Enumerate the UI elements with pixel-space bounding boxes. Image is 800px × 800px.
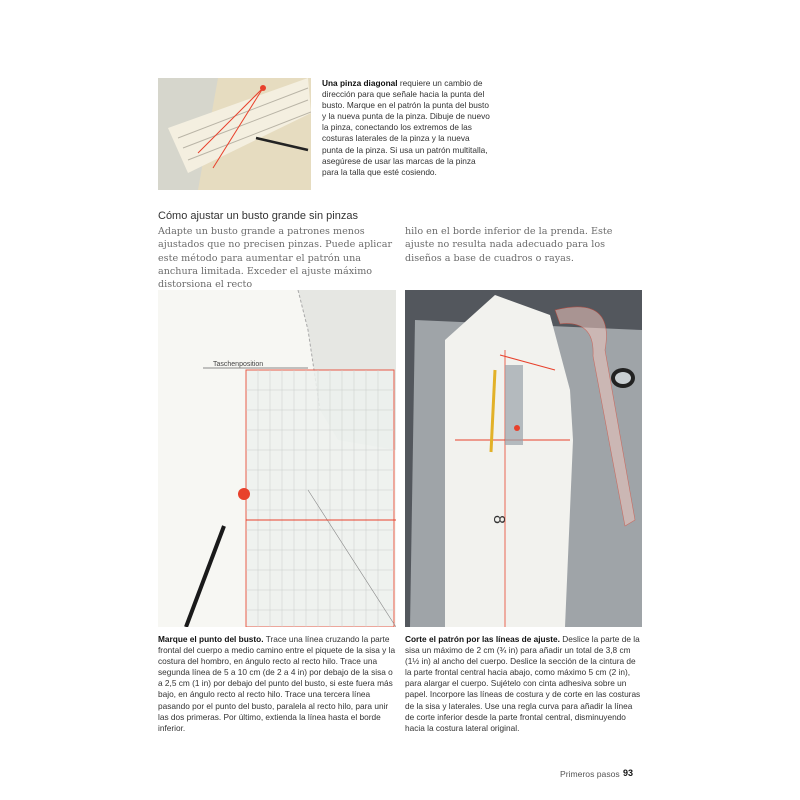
caption-left [158, 634, 396, 734]
top-caption [322, 78, 490, 178]
bust-point-photo [158, 290, 396, 627]
pattern-cut-photo [405, 290, 642, 627]
page-number: 93 [623, 768, 634, 778]
top-caption-text: requiere un cambio de dirección para que señale hacia la punta del busto. Marque en el patrón la punta del busto y la nueva punta de la pinza. Dibuje de nuevo la pinza, conectando los extremos de las costuras laterales de la pinza y la nueva punta de la pinza. Si usa un patrón multitalla, asegúrese de usar las marcas de la pinza para la talla que esté cosiendo. [322, 78, 490, 177]
top-caption-lead: Una pinza diagonal [322, 78, 398, 88]
diagonal-dart-photo [158, 78, 311, 190]
tape-roll-icon [611, 368, 635, 388]
caption-right [405, 634, 642, 734]
ruler-icon [246, 370, 396, 627]
bust-point-marker [238, 488, 250, 500]
pattern-label: Taschenposition [213, 361, 264, 368]
caption-right-lead: Corte el patrón por las líneas de ajuste. [405, 634, 560, 644]
body-text-right: hilo en el borde inferior de la prenda. Este ajuste no resulta nada adecuado para los diseños a base de cuadros o rayas. [405, 226, 613, 264]
caption-right-text: Deslice la parte de la sisa un máximo de 2 cm (¾ in) para añadir un total de 3,8 cm (1½ in) al ancho del cuerpo. Deslice la sección de la cintura de la parte frontal central hacia abajo, como máximo 5 cm (2 in), para alargar el cuerpo. Sujételo con cinta adhesiva sobre un papel. Incorpore las líneas de costura y de corte en las costuras de la sisa y laterales. Use una regla curva para añadir la línea de corte inferior desde la parte frontal central, disminuyendo hacia la costura lateral original. [405, 634, 641, 733]
caption-left-lead: Marque el punto del busto. [158, 634, 264, 644]
section-heading: Cómo ajustar un busto grande sin pinzas [158, 210, 358, 222]
footer-section-title: Primeros pasos [560, 769, 620, 779]
pattern-number: 8 [490, 515, 507, 524]
body-text-left: Adapte un busto grande a patrones menos ajustados que no precisen pinzas. Puede aplicar este método para aumentar el patrón una anchura limitada. Exceder el ajuste máximo distorsiona el recto [158, 226, 393, 291]
caption-left-text: Trace una línea cruzando la parte frontal del cuerpo a medio camino entre el piquete de la sisa y la costura del hombro, en ángulo recto al recto hilo. Trace una segunda línea de 5 a 10 cm (de 2 a 4 in) por debajo de la sisa o a 2,5 cm (1 in) por debajo del punto del busto, si este fuera más bajo, en ángulo recto al recto hilo. Trace una tercera línea pasando por el punto del busto, paralela al recto hilo, para unir las dos primeras. Por último, extienda la línea hasta el borde inferior. [158, 634, 396, 733]
